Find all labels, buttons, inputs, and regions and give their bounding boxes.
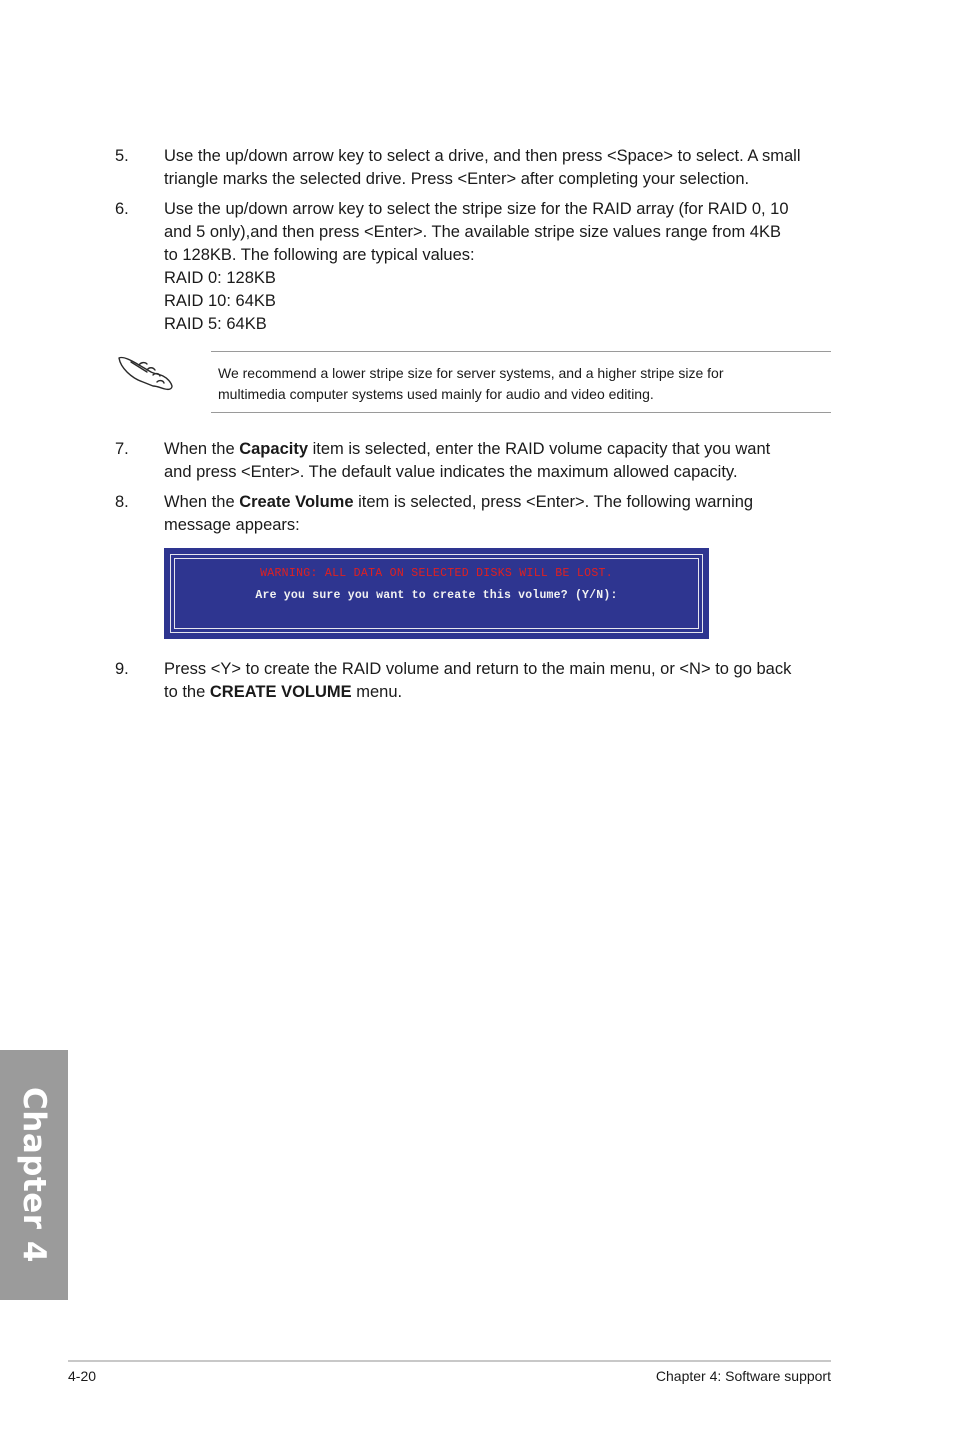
step-number: 9. bbox=[115, 660, 129, 678]
step-line: Use the up/down arrow key to select a drive, and then press <Space> to select. A small bbox=[164, 147, 801, 165]
step-text bbox=[164, 658, 835, 704]
step-7 bbox=[115, 438, 835, 484]
chapter-tab bbox=[0, 1050, 68, 1300]
create-volume-term: Create Volume bbox=[239, 493, 354, 511]
raid-5-value: RAID 5: 64KB bbox=[164, 315, 267, 333]
chapter-tab-label: Chapter 4 bbox=[16, 1087, 52, 1263]
note-line: We recommend a lower stripe size for server systems, and a higher stripe size for bbox=[218, 365, 724, 381]
step-6 bbox=[115, 198, 835, 336]
step-line: Press <Y> to create the RAID volume and return to the main menu, or <N> to go back bbox=[164, 660, 792, 678]
step-line: and press <Enter>. The default value indicates the maximum allowed capacity. bbox=[164, 463, 738, 481]
text-run: menu. bbox=[351, 683, 403, 701]
step-number: 5. bbox=[115, 147, 129, 165]
footer-divider bbox=[68, 1360, 831, 1362]
step-line: to 128KB. The following are typical values: bbox=[164, 246, 475, 264]
text-run: When the bbox=[164, 440, 240, 458]
note-box bbox=[211, 351, 831, 413]
step-text bbox=[164, 145, 835, 191]
create-volume-menu-term: CREATE VOLUME bbox=[209, 683, 352, 701]
bios-warning-dialog bbox=[164, 548, 709, 639]
page-number: 4-20 bbox=[68, 1368, 97, 1384]
step-number: 7. bbox=[115, 440, 129, 458]
step-9 bbox=[115, 658, 835, 704]
step-line: and 5 only),and then press <Enter>. The available stripe size values range from 4KB bbox=[164, 223, 781, 241]
step-line: message appears: bbox=[164, 516, 300, 534]
note-callout bbox=[115, 351, 831, 413]
step-text bbox=[164, 198, 835, 336]
raid-0-value: RAID 0: 128KB bbox=[164, 269, 276, 287]
footer-section-title: Chapter 4: Software support bbox=[655, 1368, 831, 1384]
step-number: 6. bbox=[115, 200, 129, 218]
pointing-hand-icon bbox=[117, 352, 175, 392]
note-line: multimedia computer systems used mainly for audio and video editing. bbox=[218, 386, 654, 402]
step-line bbox=[164, 438, 835, 461]
note-text bbox=[218, 363, 723, 405]
step-text bbox=[164, 491, 835, 537]
step-line: triangle marks the selected drive. Press <Enter> after completing your selection. bbox=[164, 170, 750, 188]
step-line: Use the up/down arrow key to select the stripe size for the RAID array (for RAID 0, 10 bbox=[164, 200, 789, 218]
step-5 bbox=[115, 145, 835, 191]
step-line bbox=[164, 491, 835, 514]
text-run: When the bbox=[164, 493, 240, 511]
capacity-term: Capacity bbox=[239, 440, 308, 458]
step-text bbox=[164, 438, 835, 484]
warning-message: WARNING: ALL DATA ON SELECTED DISKS WILL BE LOST. bbox=[260, 567, 613, 580]
step-number: 8. bbox=[115, 493, 129, 511]
raid-10-value: RAID 10: 64KB bbox=[164, 292, 276, 310]
text-run: item is selected, press <Enter>. The following warning bbox=[353, 493, 754, 511]
text-run: to the bbox=[164, 683, 210, 701]
text-run: item is selected, enter the RAID volume capacity that you want bbox=[308, 440, 771, 458]
step-line bbox=[164, 681, 835, 704]
step-8 bbox=[115, 491, 835, 537]
confirm-prompt: Are you sure you want to create this volume? (Y/N): bbox=[255, 589, 618, 602]
